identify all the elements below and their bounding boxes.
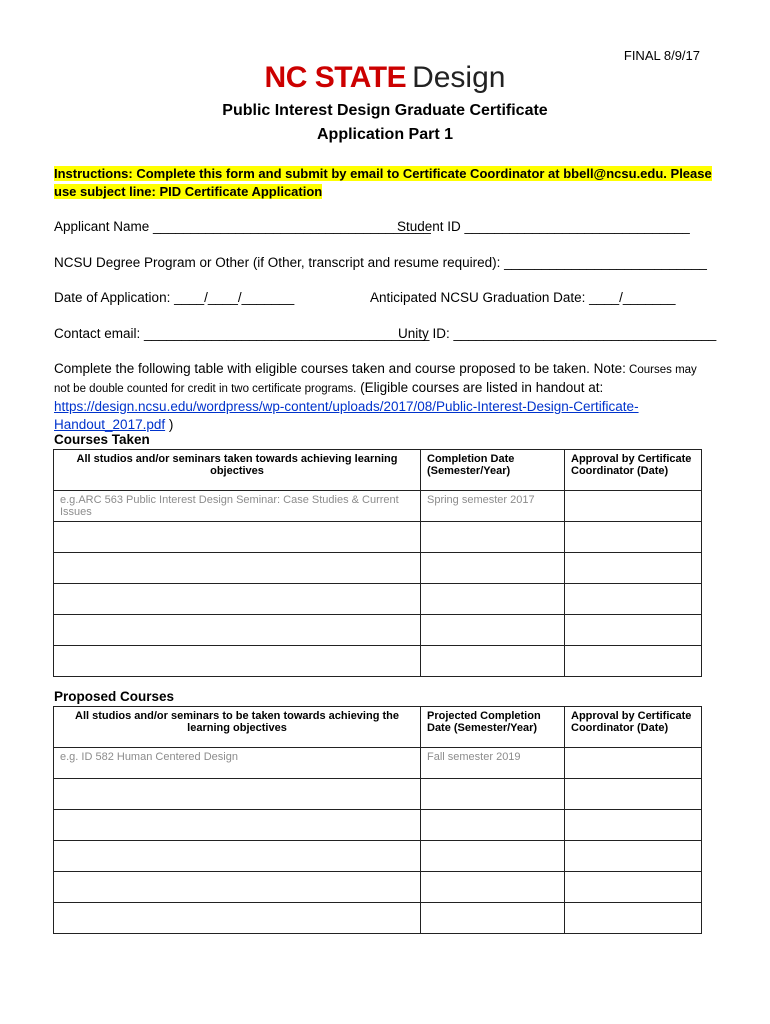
date-cell[interactable] <box>421 810 565 841</box>
table-instructions-text: Complete the following table with eligible courses taken and course proposed to be taken. Note: <box>54 361 626 376</box>
course-cell[interactable] <box>54 779 421 810</box>
table-instructions <box>54 360 704 434</box>
approval-cell[interactable] <box>565 646 702 677</box>
approval-cell[interactable] <box>565 553 702 584</box>
courses-taken-table <box>53 449 702 677</box>
table-row <box>54 872 702 903</box>
completion-date-column-header: Completion Date (Semester/Year) <box>421 450 565 491</box>
courses-taken-heading: Courses Taken <box>54 432 150 447</box>
date-cell[interactable] <box>421 522 565 553</box>
closing-paren: ) <box>165 417 174 432</box>
table-row <box>54 810 702 841</box>
table-row <box>54 646 702 677</box>
instructions-line-2: use subject line: PID Certificate Application <box>54 184 323 199</box>
course-column-header: All studios and/or seminars to be taken towards achieving the learning objectives <box>54 707 421 748</box>
graduation-date-field[interactable]: Anticipated NCSU Graduation Date: ____/_______ <box>370 290 676 305</box>
example-course-cell[interactable]: e.g. ID 582 Human Centered Design <box>54 748 421 779</box>
approval-cell[interactable] <box>565 522 702 553</box>
handout-link[interactable]: https://design.ncsu.edu/wordpress/wp-content/uploads/2017/08/Public-Interest-Design-Certificate-Handout_2017.pdf <box>54 399 639 432</box>
student-id-field[interactable]: Student ID ______________________________ <box>397 219 690 234</box>
date-cell[interactable] <box>421 553 565 584</box>
unity-id-field[interactable]: Unity ID: ___________________________________ <box>398 326 717 341</box>
example-course-cell[interactable]: e.g.ARC 563 Public Interest Design Seminar: Case Studies & Current Issues <box>54 491 421 522</box>
table-header-row <box>54 707 702 748</box>
approval-cell[interactable] <box>565 779 702 810</box>
approval-column-header: Approval by Certificate Coordinator (Date) <box>565 450 702 491</box>
approval-cell[interactable] <box>565 903 702 934</box>
date-cell[interactable] <box>421 646 565 677</box>
date-cell[interactable] <box>421 779 565 810</box>
double-count-note: Courses may not be double counted for credit in two certificate programs. <box>54 364 697 395</box>
approval-cell[interactable] <box>565 584 702 615</box>
course-cell[interactable] <box>54 810 421 841</box>
example-approval-cell[interactable] <box>565 748 702 779</box>
page-title: Public Interest Design Graduate Certificate <box>222 102 548 119</box>
projected-date-column-header: Projected Completion Date (Semester/Year) <box>421 707 565 748</box>
approval-cell[interactable] <box>565 872 702 903</box>
table-row <box>54 903 702 934</box>
degree-program-field[interactable]: NCSU Degree Program or Other (if Other, transcript and resume required): ___________________________ <box>54 255 707 270</box>
example-approval-cell[interactable] <box>565 491 702 522</box>
table-row <box>54 615 702 646</box>
course-cell[interactable] <box>54 841 421 872</box>
example-date-cell[interactable]: Fall semester 2019 <box>421 748 565 779</box>
date-cell[interactable] <box>421 903 565 934</box>
table-row <box>54 491 702 522</box>
date-of-application-field[interactable]: Date of Application: ____/____/_______ <box>54 290 295 305</box>
course-cell[interactable] <box>54 646 421 677</box>
page-subtitle: Application Part 1 <box>316 126 454 143</box>
date-cell[interactable] <box>421 841 565 872</box>
date-cell[interactable] <box>421 872 565 903</box>
approval-cell[interactable] <box>565 841 702 872</box>
instructions-line-1: Instructions: Complete this form and submit by email to Certificate Coordinator at bbell@ncsu.edu. Please <box>54 166 712 181</box>
approval-cell[interactable] <box>565 810 702 841</box>
logo-word: Design <box>412 61 506 94</box>
applicant-name-field[interactable]: Applicant Name _____________________________________ <box>54 219 431 234</box>
course-cell[interactable] <box>54 522 421 553</box>
proposed-courses-table <box>53 706 702 934</box>
course-cell[interactable] <box>54 615 421 646</box>
table-header-row <box>54 450 702 491</box>
course-cell[interactable] <box>54 872 421 903</box>
date-cell[interactable] <box>421 584 565 615</box>
eligible-courses-text: (Eligible courses are listed in handout at: <box>356 380 604 395</box>
table-row <box>54 584 702 615</box>
logo-brand: NC STATE <box>264 61 407 94</box>
nc-state-design-logo <box>0 60 770 96</box>
approval-column-header: Approval by Certificate Coordinator (Date) <box>565 707 702 748</box>
course-cell[interactable] <box>54 553 421 584</box>
approval-cell[interactable] <box>565 615 702 646</box>
example-date-cell[interactable]: Spring semester 2017 <box>421 491 565 522</box>
final-version-mark: FINAL 8/9/17 <box>623 48 700 63</box>
course-cell[interactable] <box>54 584 421 615</box>
table-row <box>54 553 702 584</box>
table-row <box>54 779 702 810</box>
table-row <box>54 522 702 553</box>
course-cell[interactable] <box>54 903 421 934</box>
instructions <box>54 165 712 201</box>
course-column-header: All studios and/or seminars taken towards achieving learning objectives <box>54 450 421 491</box>
table-row <box>54 841 702 872</box>
date-cell[interactable] <box>421 615 565 646</box>
table-row <box>54 748 702 779</box>
contact-email-field[interactable]: Contact email: ______________________________________ <box>54 326 430 341</box>
proposed-courses-heading: Proposed Courses <box>54 689 175 704</box>
